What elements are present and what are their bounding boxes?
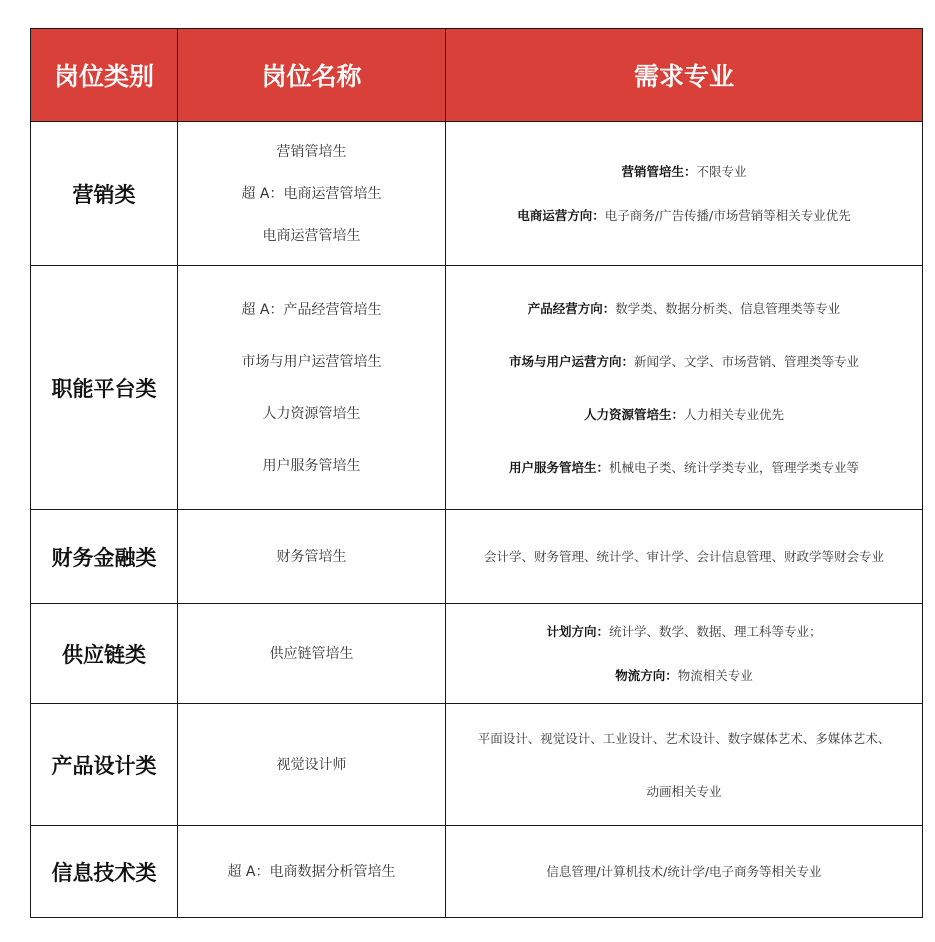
- majors-cell: [446, 826, 923, 918]
- major-value: 机械电子类、统计学类专业，管理学类专业等: [609, 459, 860, 475]
- positions-cell: [178, 510, 446, 604]
- majors-cell: [446, 510, 923, 604]
- header-category: 岗位类别: [31, 29, 178, 122]
- position-name: 超 A：电商数据分析管培生: [227, 863, 396, 880]
- major-value: 新闻学、文学、市场营销、管理类等专业: [634, 353, 860, 369]
- category-cell: 营销类: [31, 122, 178, 266]
- position-name: 人力资源管培生: [262, 405, 361, 422]
- major-line: [452, 194, 916, 238]
- positions-cell: [178, 826, 446, 918]
- majors-cell: [446, 266, 923, 510]
- major-line: [452, 335, 916, 388]
- position-name: 财务管培生: [276, 548, 347, 565]
- major-key: 人力资源管培生：: [583, 406, 684, 422]
- major-line: [452, 712, 916, 765]
- major-value: 电子商务/广告传播/市场营销等相关专业优先: [604, 207, 851, 223]
- major-key: 物流方向：: [615, 667, 678, 683]
- majors-cell: [446, 122, 923, 266]
- major-line: [452, 765, 916, 818]
- position-name: 营销管培生: [276, 143, 347, 160]
- major-value: 人力相关专业优先: [684, 406, 785, 422]
- majors-cell: [446, 604, 923, 704]
- major-value: 统计学、数学、数据、理工科等专业；: [609, 623, 822, 639]
- major-key: 用户服务管培生：: [508, 459, 609, 475]
- category-cell: 信息技术类: [31, 826, 178, 918]
- major-line: [452, 850, 916, 894]
- position-name: 超 A：产品经营管培生: [241, 301, 382, 318]
- major-line: [452, 441, 916, 494]
- major-key: 营销管培生：: [621, 163, 697, 179]
- major-key: 计划方向：: [546, 623, 609, 639]
- position-name: 视觉设计师: [276, 756, 347, 773]
- major-key: 产品经营方向：: [527, 300, 616, 316]
- major-value: 会计学、财务管理、统计学、审计学、会计信息管理、财政学等财会专业: [483, 548, 884, 564]
- major-line: [452, 282, 916, 335]
- table-row: [31, 826, 923, 918]
- major-value: 不限专业: [696, 163, 747, 179]
- table-row: [31, 510, 923, 604]
- major-value: 数学类、数据分析类、信息管理类等专业: [615, 300, 841, 316]
- major-key: 电商运营方向：: [517, 207, 605, 223]
- major-value: 物流相关专业: [677, 667, 753, 683]
- position-name: 供应链管培生: [269, 645, 354, 662]
- positions-cell: [178, 266, 446, 510]
- table-row: [31, 604, 923, 704]
- major-line: [452, 654, 916, 698]
- major-line: [452, 610, 916, 654]
- table-row: [31, 122, 923, 266]
- major-line: [452, 535, 916, 579]
- major-line: [452, 388, 916, 441]
- position-name: 用户服务管培生: [262, 457, 361, 474]
- category-cell: 财务金融类: [31, 510, 178, 604]
- header-position: 岗位名称: [178, 29, 446, 122]
- position-name: 超 A：电商运营管培生: [241, 185, 382, 202]
- position-name: 市场与用户运营管培生: [241, 353, 382, 370]
- job-requirements-table: [30, 28, 923, 918]
- major-line: [452, 150, 916, 194]
- major-value: 信息管理/计算机技术/统计学/电子商务等相关专业: [546, 863, 822, 879]
- positions-cell: [178, 122, 446, 266]
- position-name: 电商运营管培生: [262, 227, 361, 244]
- header-majors: 需求专业: [446, 29, 923, 122]
- major-value: 平面设计、视觉设计、工业设计、艺术设计、数字媒体艺术、多媒体艺术、: [477, 730, 891, 746]
- major-value: 动画相关专业: [646, 783, 722, 799]
- majors-cell: [446, 704, 923, 826]
- table-row: [31, 704, 923, 826]
- category-cell: 职能平台类: [31, 266, 178, 510]
- category-cell: 产品设计类: [31, 704, 178, 826]
- positions-cell: [178, 604, 446, 704]
- major-key: 市场与用户运营方向：: [508, 353, 634, 369]
- positions-cell: [178, 704, 446, 826]
- table-header-row: [31, 29, 923, 122]
- category-cell: 供应链类: [31, 604, 178, 704]
- table-row: [31, 266, 923, 510]
